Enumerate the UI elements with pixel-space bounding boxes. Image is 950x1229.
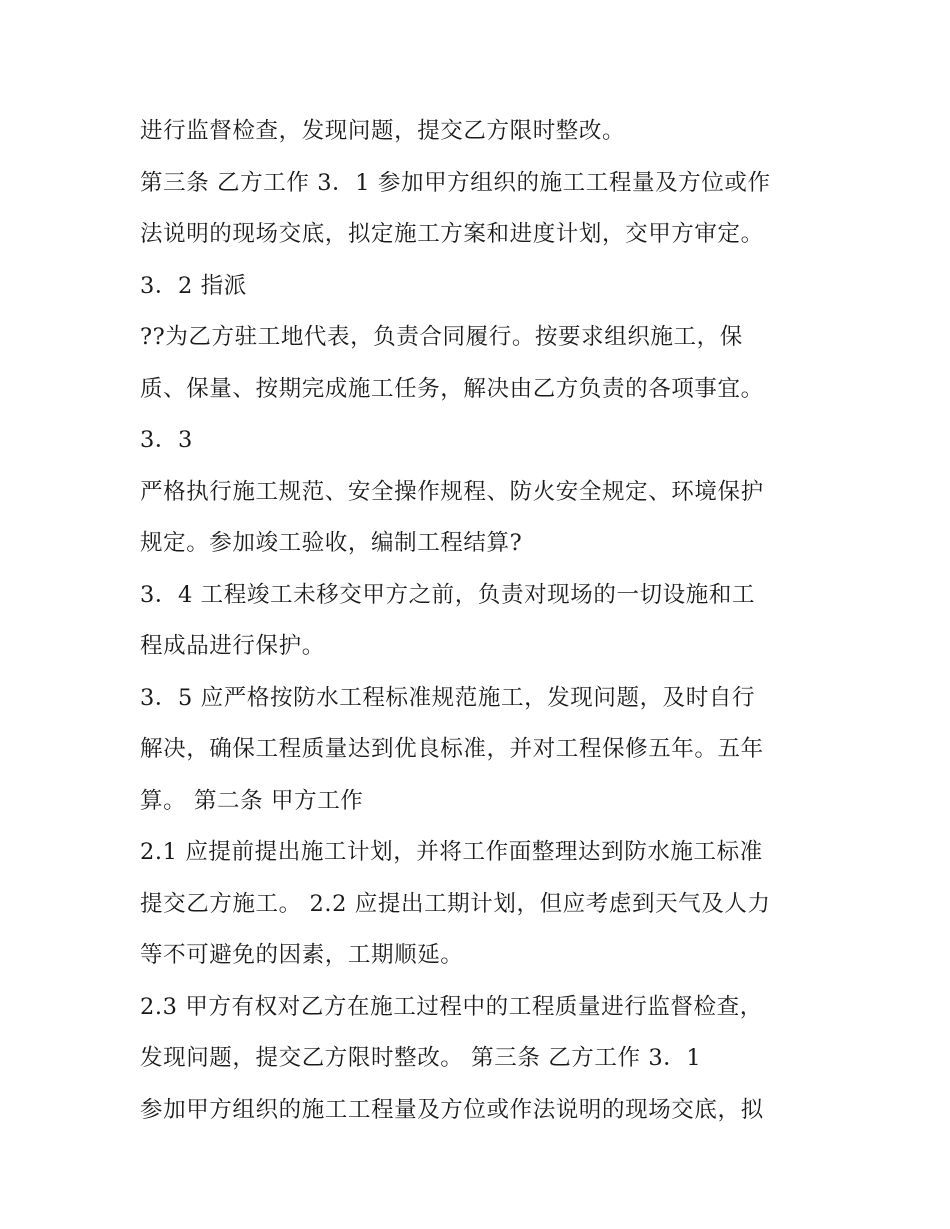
text-line-19: 发现问题，提交乙方限时整改。 第三条 乙方工作 3．1 <box>140 1045 702 1071</box>
text-line-11: 程成品进行保护。 <box>140 633 325 659</box>
text-line-9: 规定。参加竣工验收，编制工程结算? <box>140 530 523 556</box>
document-body <box>140 106 820 1136</box>
text-line-15: 2.1 应提前提出施工计划，并将工作面整理达到防水施工标准 <box>140 839 763 865</box>
text-line-3: 法说明的现场交底，拟定施工方案和进度计划，交甲方审定。 <box>140 221 764 247</box>
text-line-6: 质、保量、按期完成施工任务，解决由乙方负责的各项事宜。 <box>140 375 764 402</box>
text-line-20: 参加甲方组织的施工工程量及方位或作法说明的现场交底，拟 <box>140 1096 764 1123</box>
text-line-4: 3．2 指派 <box>140 272 247 299</box>
text-line-14: 算。 第二条 甲方工作 <box>140 787 364 814</box>
text-line-1: 进行监督检查，发现问题，提交乙方限时整改。 <box>140 118 626 144</box>
text-line-5: ??为乙方驻工地代表，负责合同履行。按要求组织施工，保 <box>140 324 743 350</box>
text-line-7: 3．3 <box>140 427 193 453</box>
text-line-17: 等不可避免的因素，工期顺延。 <box>140 942 464 968</box>
text-line-2: 第三条 乙方工作 3．1 参加甲方组织的施工工程量及方位或作 <box>140 169 771 196</box>
text-line-10: 3．4 工程竣工未移交甲方之前，负责对现场的一切设施和工 <box>140 581 756 608</box>
text-line-8: 严格执行施工规范、安全操作规程、防火安全规定、环境保护 <box>140 478 764 505</box>
text-line-13: 解决，确保工程质量达到优良标准，并对工程保修五年。五年 <box>140 736 764 762</box>
text-line-18: 2.3 甲方有权对乙方在施工过程中的工程质量进行监督检查， <box>140 993 763 1020</box>
text-line-12: 3．5 应严格按防水工程标准规范施工，发现问题，及时自行 <box>140 684 756 711</box>
text-line-16: 提交乙方施工。 2.2 应提出工期计划，但应考虑到天气及人力 <box>140 890 771 917</box>
